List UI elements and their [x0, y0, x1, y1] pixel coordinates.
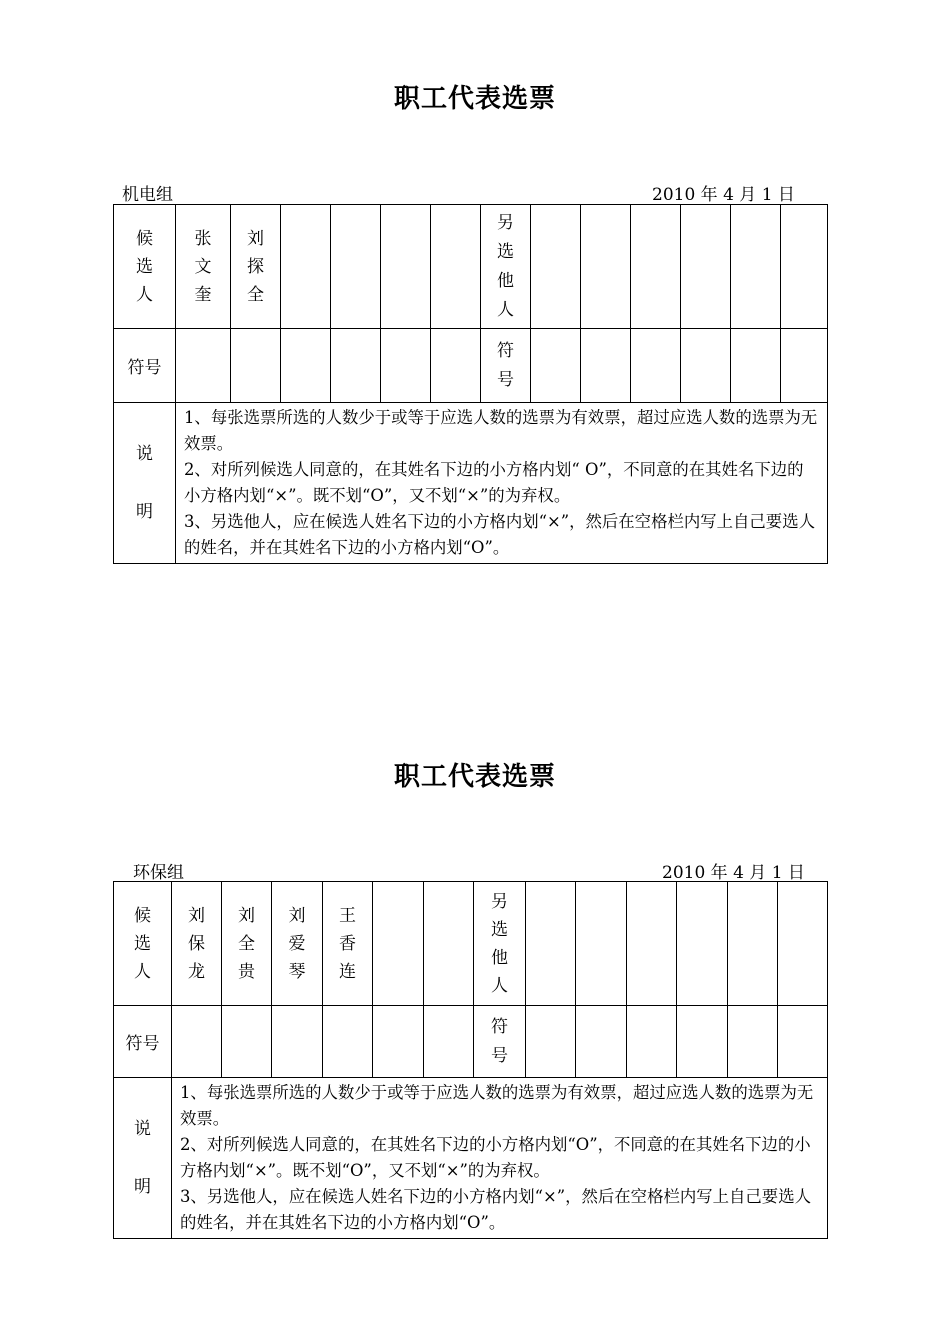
- candidate-name-cell: [323, 882, 373, 1006]
- other-candidate-header-cell: [481, 205, 531, 329]
- ballot-title: 职工代表选票: [393, 84, 556, 114]
- symbol-header-cell: [114, 1006, 172, 1078]
- vote-box[interactable]: [431, 329, 481, 403]
- candidate-row: [114, 882, 828, 1006]
- symbol-header-cell: [114, 329, 176, 403]
- note-item: 3、另选他人，应在候选人姓名下边的小方格内划“×”，然后在空格栏内写上自己要选人的姓名，并在其姓名下边的小方格内划“O”。: [180, 1187, 811, 1232]
- candidate-name-cell: [172, 882, 222, 1006]
- write-in-vote-box[interactable]: [576, 1006, 627, 1078]
- notes-row: [114, 1078, 828, 1239]
- write-in-vote-box[interactable]: [581, 329, 631, 403]
- notes-label: 说明: [136, 444, 153, 522]
- other-symbol-label: 符号: [497, 340, 514, 390]
- candidate-name-cell[interactable]: [331, 205, 381, 329]
- candidate-name-cell: [176, 205, 231, 329]
- other-symbol-header-cell: [481, 329, 531, 403]
- vote-box[interactable]: [272, 1006, 323, 1078]
- notes-cell: [176, 403, 828, 564]
- write-in-vote-box[interactable]: [526, 1006, 576, 1078]
- group-name: 环保组: [133, 863, 184, 883]
- write-in-name-cell[interactable]: [728, 882, 778, 1006]
- write-in-vote-box[interactable]: [731, 329, 781, 403]
- candidate-header-label: 候选人: [136, 228, 153, 305]
- write-in-name-cell[interactable]: [531, 205, 581, 329]
- other-symbol-header-cell: [474, 1006, 526, 1078]
- write-in-vote-box[interactable]: [631, 329, 681, 403]
- vote-box[interactable]: [424, 1006, 474, 1078]
- note-item: 3、另选他人，应在候选人姓名下边的小方格内划“×”，然后在空格栏内写上自己要选人的姓名，并在其姓名下边的小方格内划“O”。: [184, 512, 815, 557]
- symbol-label: 符号: [125, 1034, 160, 1054]
- group-name: 机电组: [122, 185, 173, 205]
- candidate-name-cell[interactable]: [431, 205, 481, 329]
- write-in-name-cell[interactable]: [581, 205, 631, 329]
- candidate-name-cell[interactable]: [281, 205, 331, 329]
- write-in-name-cell[interactable]: [526, 882, 576, 1006]
- write-in-name-cell[interactable]: [778, 882, 828, 1006]
- candidate-name-cell[interactable]: [373, 882, 424, 1006]
- candidate-header-label: 候选人: [134, 905, 151, 982]
- note-item: 2、对所列候选人同意的，在其姓名下边的小方格内划“O”，不同意的在其姓名下边的小方格内划“×”。既不划“O”，又不划“×”的为弃权。: [180, 1135, 811, 1180]
- notes-cell: [172, 1078, 828, 1239]
- write-in-name-cell[interactable]: [681, 205, 731, 329]
- candidate-name: 刘全贵: [238, 905, 255, 982]
- other-candidate-label: 另选他人: [491, 891, 508, 996]
- write-in-vote-box[interactable]: [778, 1006, 828, 1078]
- candidate-name: 王香连: [339, 905, 356, 982]
- write-in-vote-box[interactable]: [681, 329, 731, 403]
- candidate-name-cell[interactable]: [424, 882, 474, 1006]
- write-in-vote-box[interactable]: [728, 1006, 778, 1078]
- write-in-name-cell[interactable]: [677, 882, 728, 1006]
- notes-header-cell: [114, 1078, 172, 1239]
- write-in-vote-box[interactable]: [781, 329, 828, 403]
- write-in-vote-box[interactable]: [627, 1006, 677, 1078]
- write-in-vote-box[interactable]: [531, 329, 581, 403]
- candidate-name-cell[interactable]: [381, 205, 431, 329]
- note-item: 1、每张选票所选的人数少于或等于应选人数的选票为有效票，超过应选人数的选票为无效票。: [180, 1083, 814, 1128]
- write-in-vote-box[interactable]: [677, 1006, 728, 1078]
- notes-header-cell: [114, 403, 176, 564]
- candidate-header-cell: [114, 205, 176, 329]
- other-candidate-label: 另选他人: [497, 212, 514, 320]
- vote-box[interactable]: [331, 329, 381, 403]
- symbol-row: [114, 1006, 828, 1078]
- notes-label: 说明: [134, 1119, 151, 1197]
- candidate-header-cell: [114, 882, 172, 1006]
- vote-box[interactable]: [281, 329, 331, 403]
- vote-box[interactable]: [231, 329, 281, 403]
- write-in-name-cell[interactable]: [627, 882, 677, 1006]
- write-in-name-cell[interactable]: [576, 882, 627, 1006]
- candidate-name-cell: [231, 205, 281, 329]
- write-in-name-cell[interactable]: [781, 205, 828, 329]
- vote-box[interactable]: [176, 329, 231, 403]
- ballot-table: [113, 204, 828, 564]
- vote-box[interactable]: [222, 1006, 272, 1078]
- other-candidate-header-cell: [474, 882, 526, 1006]
- ballot-date: 2010 年 4 月 1 日: [652, 185, 795, 205]
- candidate-name: 张文奎: [194, 228, 212, 305]
- candidate-row: [114, 205, 828, 329]
- write-in-name-cell[interactable]: [731, 205, 781, 329]
- symbol-row: [114, 329, 828, 403]
- candidate-name-cell: [222, 882, 272, 1006]
- candidate-name: 刘保龙: [188, 905, 205, 982]
- ballot-title: 职工代表选票: [393, 762, 556, 792]
- candidate-name-cell: [272, 882, 323, 1006]
- write-in-name-cell[interactable]: [631, 205, 681, 329]
- vote-box[interactable]: [373, 1006, 424, 1078]
- notes-row: [114, 403, 828, 564]
- ballot-date: 2010 年 4 月 1 日: [662, 863, 805, 883]
- note-item: 1、每张选票所选的人数少于或等于应选人数的选票为有效票，超过应选人数的选票为无效票。: [184, 408, 818, 453]
- candidate-name: 刘爱琴: [288, 905, 306, 982]
- vote-box[interactable]: [323, 1006, 373, 1078]
- vote-box[interactable]: [381, 329, 431, 403]
- vote-box[interactable]: [172, 1006, 222, 1078]
- ballot-table: [113, 881, 828, 1239]
- other-symbol-label: 符号: [491, 1016, 508, 1066]
- symbol-label: 符号: [127, 358, 162, 378]
- note-item: 2、对所列候选人同意的，在其姓名下边的小方格内划“ O”，不同意的在其姓名下边的小方格内划“×”。既不划“O”，又不划“×”的为弃权。: [184, 460, 804, 505]
- candidate-name: 刘探全: [247, 228, 264, 305]
